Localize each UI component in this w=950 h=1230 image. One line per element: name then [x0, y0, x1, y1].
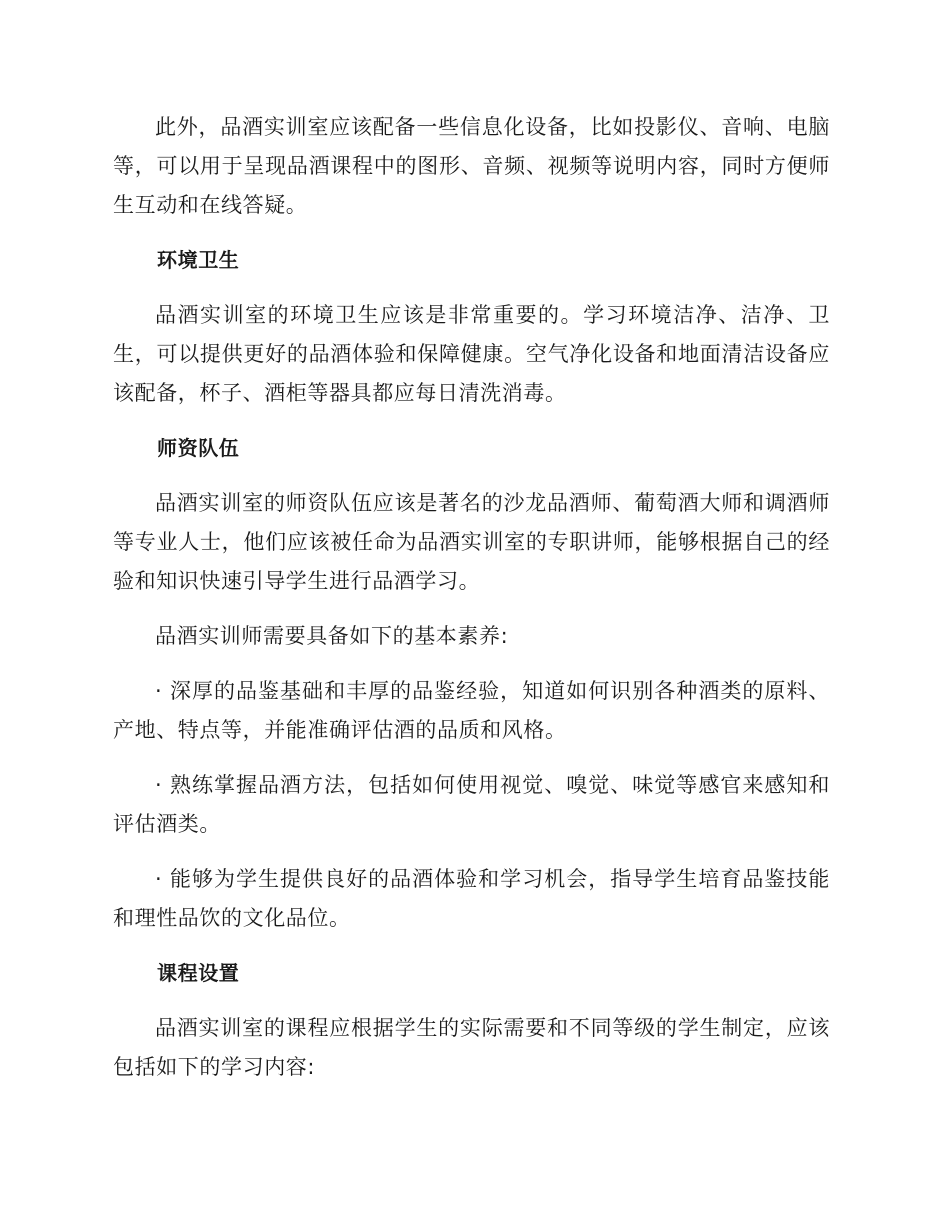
paragraph-it-equipment: 此外，品酒实训室应该配备一些信息化设备，比如投影仪、音响、电脑等，可以用于呈现品酒课程中的图形、音频、视频等说明内容，同时方便师生互动和在线答疑。: [113, 115, 830, 217]
heading-environment-hygiene: 环境卫生: [157, 248, 240, 272]
paragraph-qualities-intro: 品酒实训师需要具备如下的基本素养:: [155, 624, 509, 648]
bullet-tasting-methods: · 熟练掌握品酒方法，包括如何使用视觉、嗅觉、味觉等感官来感知和评估酒类。: [113, 773, 830, 836]
bullet-tasting-experience: · 深厚的品鉴基础和丰厚的品鉴经验，知道如何识别各种酒类的原料、产地、特点等，并能准确评估酒的品质和风格。: [113, 679, 830, 742]
bullet-learning-opportunities: · 能够为学生提供良好的品酒体验和学习机会，指导学生培育品鉴技能和理性品饮的文化品位。: [113, 867, 830, 930]
heading-course-settings: 课程设置: [157, 961, 240, 985]
paragraph-environment-hygiene: 品酒实训室的环境卫生应该是非常重要的。学习环境洁净、洁净、卫生，可以提供更好的品酒体验和保障健康。空气净化设备和地面清洁设备应该配备，杯子、酒柜等器具都应每日清洗消毒。: [113, 303, 830, 405]
paragraph-teaching-staff: 品酒实训室的师资队伍应该是著名的沙龙品酒师、葡萄酒大师和调酒师等专业人士，他们应该被任命为品酒实训室的专职讲师，能够根据自己的经验和知识快速引导学生进行品酒学习。: [113, 491, 830, 593]
heading-teaching-staff: 师资队伍: [157, 436, 240, 460]
paragraph-course-settings: 品酒实训室的课程应根据学生的实际需要和不同等级的学生制定，应该包括如下的学习内容:: [113, 1016, 830, 1079]
